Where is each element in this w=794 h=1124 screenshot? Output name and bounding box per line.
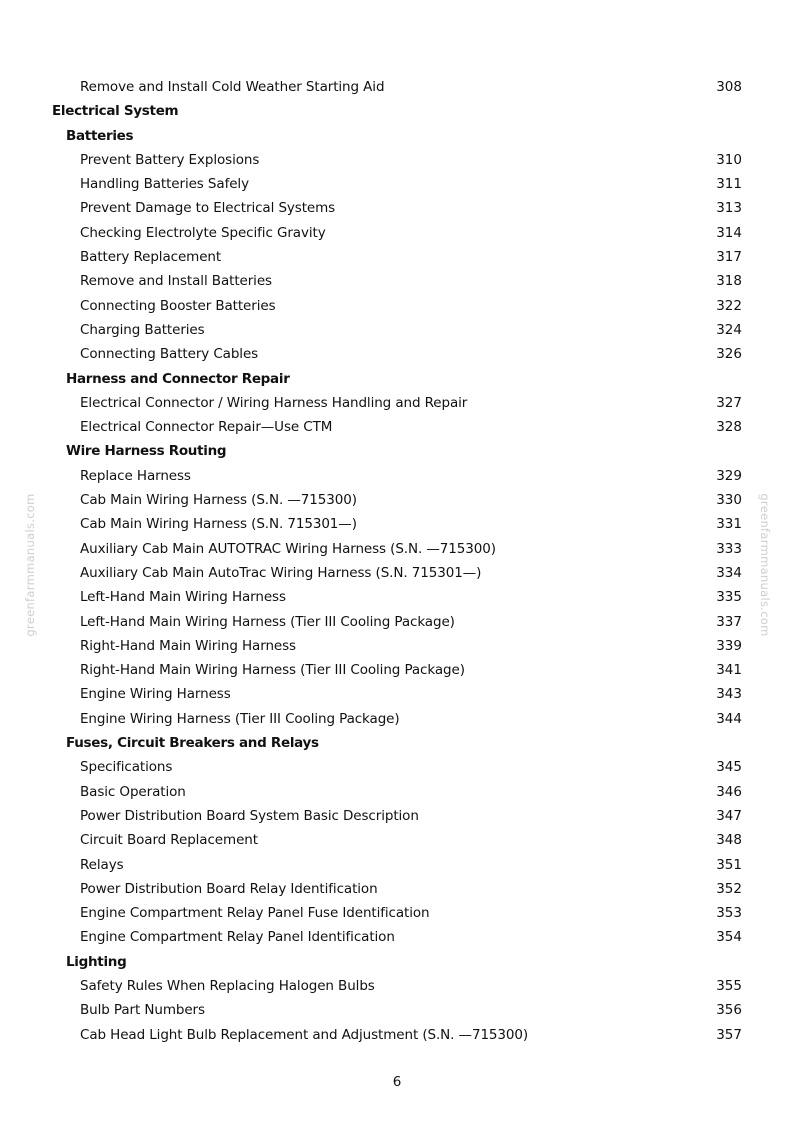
toc-entry [0, 974, 794, 998]
toc-entry-title: Checking Electrolyte Specific Gravity [80, 224, 326, 241]
toc-entry-title: Fuses, Circuit Breakers and Relays [66, 735, 319, 752]
toc-entry-title: Power Distribution Board Relay Identification [80, 880, 378, 897]
toc-entry-title: Basic Operation [80, 783, 186, 800]
toc-entry-page-number: 322 [716, 297, 742, 314]
toc-entry-title: Remove and Install Batteries [80, 273, 272, 290]
toc-entry-title: Batteries [66, 127, 134, 144]
toc-entry-page-number: 352 [716, 880, 742, 897]
toc-entry-page-number: 353 [716, 905, 742, 922]
toc-entry [0, 1023, 794, 1047]
toc-entry [0, 853, 794, 877]
toc-entry-page-number: 328 [716, 419, 742, 436]
toc-entry-page-number: 311 [716, 176, 742, 193]
toc-entry-page-number: 357 [716, 1026, 742, 1043]
toc-entry-page-number: 334 [716, 564, 742, 581]
toc-entry-page-number: 314 [716, 224, 742, 241]
toc-entry [0, 877, 794, 901]
toc-entry-page-number: 345 [716, 759, 742, 776]
toc-entry [0, 585, 794, 609]
toc-entry-page-number: 308 [716, 79, 742, 95]
toc-entry-title: Electrical System [52, 103, 179, 120]
watermark-left: greenfarmmanuals.com [23, 493, 37, 637]
toc-entry [0, 464, 794, 488]
toc-entry-title: Replace Harness [80, 467, 191, 484]
toc-entry-page-number: 341 [716, 662, 742, 679]
toc-entry-page-number: 346 [716, 783, 742, 800]
toc-entry [0, 707, 794, 731]
toc-entry [0, 682, 794, 706]
toc-entry [0, 221, 794, 245]
toc-entry-title: Safety Rules When Replacing Halogen Bulbs [80, 977, 375, 994]
toc-entry-title: Prevent Battery Explosions [80, 151, 260, 168]
toc-entry-title: Connecting Battery Cables [80, 346, 259, 363]
toc-entry-title: Handling Batteries Safely [80, 176, 249, 193]
toc-section-heading [0, 367, 794, 391]
toc-entry [0, 561, 794, 585]
toc-entry-page-number: 344 [716, 710, 742, 727]
toc-entry-page-number: 331 [716, 516, 742, 533]
watermark-right: greenfarmmanuals.com [758, 493, 772, 637]
toc-entry-page-number: 313 [716, 200, 742, 217]
toc-entry [0, 342, 794, 366]
toc-entry [0, 415, 794, 439]
page-number: 6 [392, 1074, 402, 1090]
toc-section-heading [0, 731, 794, 755]
toc-entry-title: Circuit Board Replacement [80, 832, 258, 849]
toc-entry-page-number: 333 [716, 540, 742, 557]
toc-entry [0, 318, 794, 342]
toc-entry [0, 804, 794, 828]
toc-entry-title: Engine Wiring Harness [80, 686, 231, 703]
toc-section-heading [0, 99, 794, 123]
toc-entry [0, 755, 794, 779]
toc-entry [0, 998, 794, 1022]
toc-entry-title: Charging Batteries [80, 321, 205, 338]
toc-entry-page-number: 339 [716, 637, 742, 654]
toc-entry-title: Auxiliary Cab Main AutoTrac Wiring Harness (S.N. 715301—) [80, 564, 482, 581]
toc-entry [0, 512, 794, 536]
toc-entry-page-number: 347 [716, 807, 742, 824]
toc-section-heading [0, 439, 794, 463]
toc-entry [0, 901, 794, 925]
toc-entry-page-number: 327 [716, 394, 742, 411]
toc-entry-page-number: 355 [716, 977, 742, 994]
toc-entry [0, 780, 794, 804]
toc-entry-title: Right-Hand Main Wiring Harness [80, 637, 296, 654]
toc-entry [0, 828, 794, 852]
toc-entry-title: Bulb Part Numbers [80, 1002, 205, 1019]
toc-entry-page-number: 343 [716, 686, 742, 703]
toc-entry [0, 294, 794, 318]
toc-entry [0, 488, 794, 512]
toc-entry-page-number: 310 [716, 151, 742, 168]
toc-entry-page-number: 324 [716, 321, 742, 338]
toc-entry-title: Relays [80, 856, 124, 873]
toc-entry [0, 75, 794, 99]
toc-entry-title: Lighting [66, 953, 127, 970]
toc-entry-title: Remove and Install Cold Weather Starting Aid [80, 79, 385, 95]
toc-entry-title: Electrical Connector Repair—Use CTM [80, 419, 333, 436]
toc-entry-page-number: 330 [716, 492, 742, 509]
toc-entry-title: Power Distribution Board System Basic Description [80, 807, 419, 824]
toc-entry-title: Specifications [80, 759, 173, 776]
toc-entry [0, 537, 794, 561]
toc-entry-title: Prevent Damage to Electrical Systems [80, 200, 336, 217]
toc-entry-page-number: 356 [716, 1002, 742, 1019]
toc-entry-page-number: 351 [716, 856, 742, 873]
toc-entry [0, 269, 794, 293]
toc-entry-title: Cab Main Wiring Harness (S.N. —715300) [80, 492, 357, 509]
toc-entry-page-number: 318 [716, 273, 742, 290]
toc-entry-page-number: 354 [716, 929, 742, 946]
toc-entry-title: Engine Compartment Relay Panel Fuse Identification [80, 905, 430, 922]
toc-entry-page-number: 337 [716, 613, 742, 630]
toc-entry-title: Wire Harness Routing [66, 443, 227, 460]
toc-entry-title: Left-Hand Main Wiring Harness (Tier III Cooling Package) [80, 613, 455, 630]
table-of-contents [0, 75, 794, 1047]
toc-entry-page-number: 348 [716, 832, 742, 849]
toc-entry [0, 610, 794, 634]
toc-entry-title: Battery Replacement [80, 249, 222, 266]
toc-entry-title: Connecting Booster Batteries [80, 297, 276, 314]
toc-entry [0, 148, 794, 172]
toc-entry-title: Engine Wiring Harness (Tier III Cooling Package) [80, 710, 400, 727]
toc-entry [0, 391, 794, 415]
toc-entry-page-number: 326 [716, 346, 742, 363]
toc-entry [0, 634, 794, 658]
toc-section-heading [0, 950, 794, 974]
toc-entry-title: Cab Head Light Bulb Replacement and Adjustment (S.N. —715300) [80, 1026, 529, 1043]
toc-entry-title: Auxiliary Cab Main AUTOTRAC Wiring Harness (S.N. —715300) [80, 540, 496, 557]
toc-section-heading [0, 124, 794, 148]
toc-entry-page-number: 317 [716, 249, 742, 266]
toc-entry-title: Engine Compartment Relay Panel Identification [80, 929, 395, 946]
toc-entry [0, 658, 794, 682]
toc-entry [0, 245, 794, 269]
toc-entry-title: Left-Hand Main Wiring Harness [80, 589, 286, 606]
toc-entry-title: Harness and Connector Repair [66, 370, 290, 387]
toc-entry-page-number: 335 [716, 589, 742, 606]
toc-entry-page-number: 329 [716, 467, 742, 484]
toc-entry [0, 196, 794, 220]
toc-entry-title: Cab Main Wiring Harness (S.N. 715301—) [80, 516, 357, 533]
toc-entry [0, 925, 794, 949]
toc-entry-title: Electrical Connector / Wiring Harness Handling and Repair [80, 394, 468, 411]
toc-entry [0, 172, 794, 196]
toc-entry-title: Right-Hand Main Wiring Harness (Tier III Cooling Package) [80, 662, 465, 679]
